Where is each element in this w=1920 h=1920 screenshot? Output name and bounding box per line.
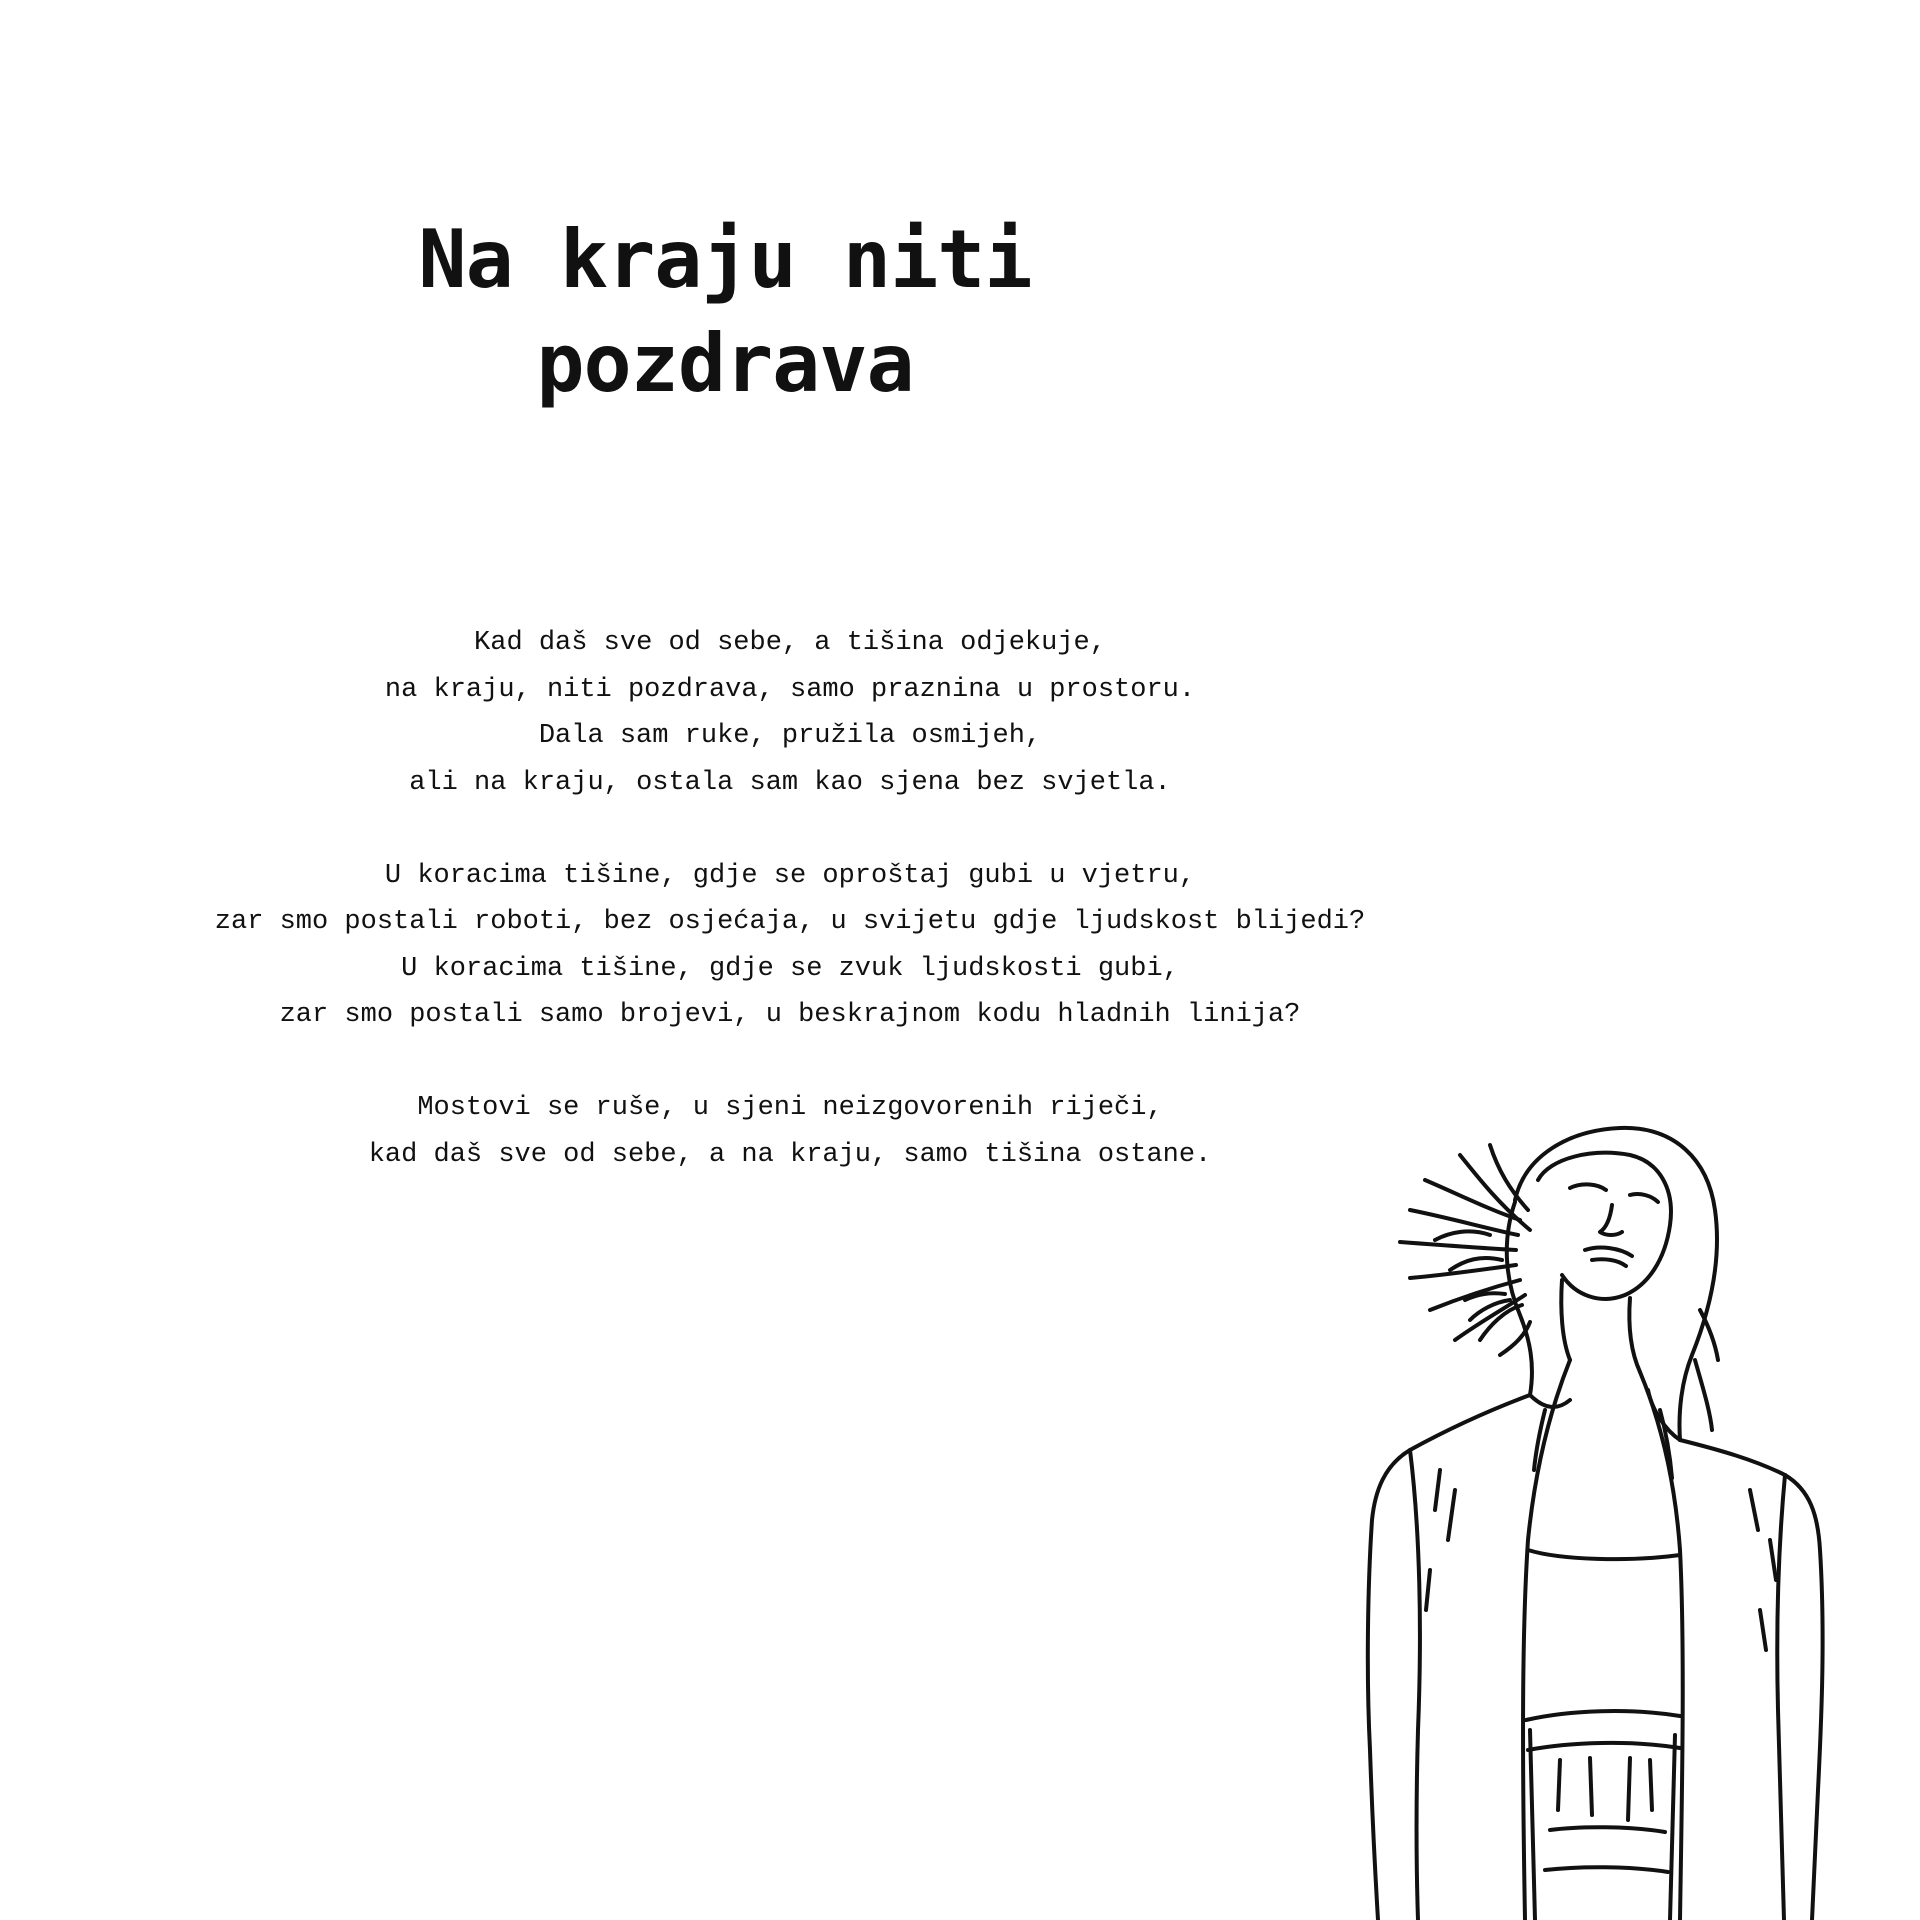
- poem-line: U koracima tišine, gdje se oproštaj gubi u vjetru,: [384, 860, 1196, 891]
- title-line-2: pozdrava: [536, 317, 914, 410]
- poem-line: zar smo postali roboti, bez osjećaja, u svijetu gdje ljudskost blijedi?: [214, 907, 1366, 937]
- line-art-woman-figure-icon: [1330, 1110, 1850, 1920]
- stanza-2: [150, 853, 1430, 1039]
- poem-line: Mostovi se ruše, u sjeni neizgovorenih riječi,: [417, 1093, 1163, 1123]
- poem-line: U koracima tišine, gdje se zvuk ljudskosti gubi,: [401, 953, 1179, 984]
- title-line-1: Na kraju niti: [418, 213, 1032, 306]
- poem-line: kad daš sve od sebe, a na kraju, samo tišina ostane.: [368, 1139, 1212, 1170]
- poem-line: ali na kraju, ostala sam kao sjena bez svjetla.: [409, 767, 1171, 798]
- poem-line: Kad daš sve od sebe, a tišina odjekuje,: [474, 628, 1106, 658]
- poem-body: [150, 620, 1430, 1178]
- stanza-3: [150, 1085, 1430, 1178]
- poem-line: Dala sam ruke, pružila osmijeh,: [538, 721, 1042, 751]
- poem-line: na kraju, niti pozdrava, samo praznina u prostoru.: [384, 674, 1196, 705]
- poem-line: zar smo postali samo brojevi, u beskrajnom kodu hladnih linija?: [279, 1000, 1301, 1030]
- page-title: [300, 208, 1150, 416]
- stanza-1: [150, 620, 1430, 806]
